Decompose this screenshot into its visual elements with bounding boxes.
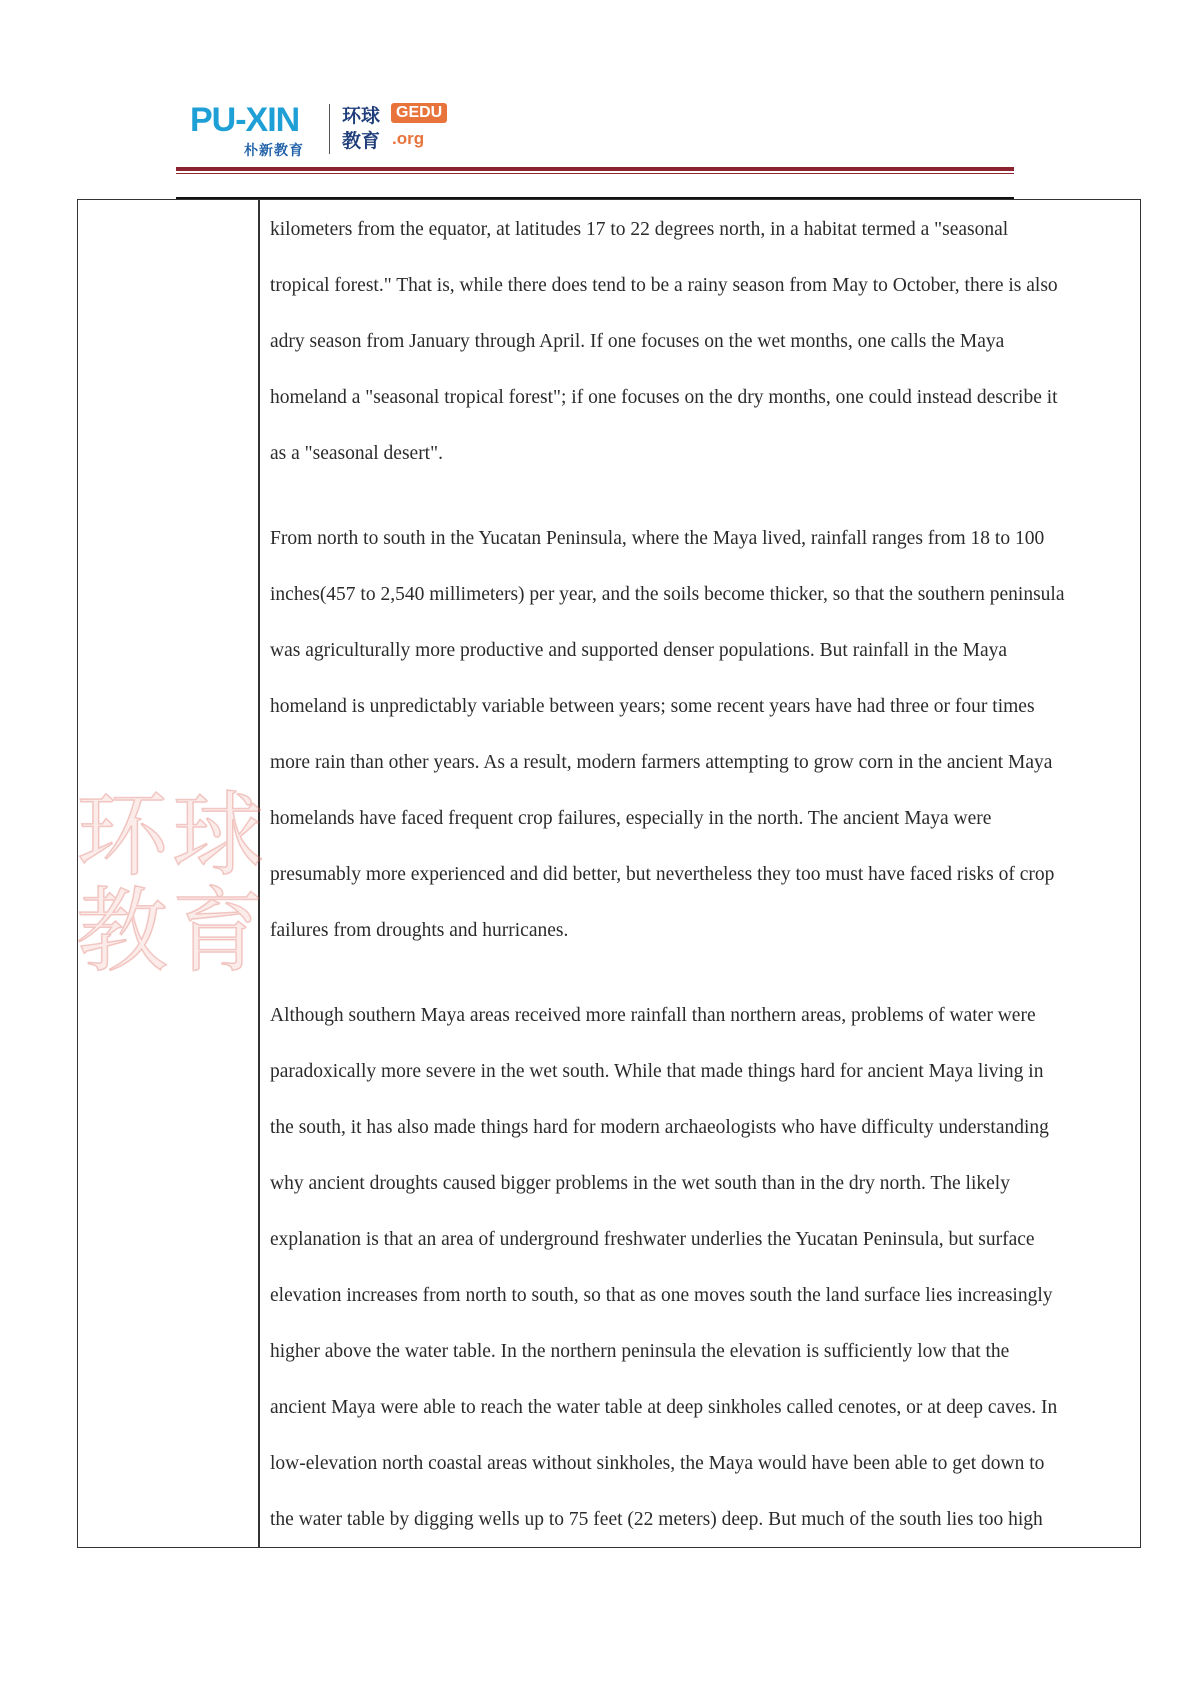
text-line: tropical forest." That is, while there does tend to be a rainy season from May to October, there is also xyxy=(270,275,1058,296)
text-line: low-elevation north coastal areas without sinkholes, the Maya would have been able to get down to xyxy=(270,1453,1045,1474)
header-rule-thin xyxy=(176,173,1014,174)
text-line: homelands have faced frequent crop failures, especially in the north. The ancient Maya were xyxy=(270,808,992,829)
paragraph-gap xyxy=(270,488,1135,517)
text-line: explanation is that an area of underground freshwater underlies the Yucatan Peninsula, but surface xyxy=(270,1229,1035,1250)
puxin-logo: PU-XIN xyxy=(190,101,300,139)
text-line: presumably more experienced and did better, but nevertheless they too must have faced risks of crop xyxy=(270,864,1055,885)
puxin-logo-subtitle: 朴新教育 xyxy=(244,143,304,159)
text-line: why ancient droughts caused bigger problems in the wet south than in the dry north. The likely xyxy=(270,1173,1010,1194)
gedu-logo-badge: GEDU xyxy=(391,103,447,123)
page-header xyxy=(180,88,450,160)
paragraph-gap xyxy=(270,965,1135,994)
text-line: homeland is unpredictably variable between years; some recent years have had three or four times xyxy=(270,696,1035,717)
text-line: adry season from January through April. If one focuses on the wet months, one calls the Maya xyxy=(270,331,1005,352)
table-column-divider xyxy=(258,199,260,1548)
passage-text xyxy=(270,208,1135,1554)
header-rule-thick xyxy=(176,167,1014,171)
watermark-line-1: 环球 xyxy=(76,782,269,889)
text-line: more rain than other years. As a result, modern farmers attempting to grow corn in the ancient Maya xyxy=(270,752,1053,773)
text-line: inches(457 to 2,540 millimeters) per year, and the soils become thicker, so that the southern peninsula xyxy=(270,584,1065,605)
text-line: ancient Maya were able to reach the water table at deep sinkholes called cenotes, or at deep caves. In xyxy=(270,1397,1058,1418)
text-line: paradoxically more severe in the wet south. While that made things hard for ancient Maya living in xyxy=(270,1061,1044,1082)
logo-divider xyxy=(329,104,330,154)
text-line: homeland a "seasonal tropical forest"; if one focuses on the dry months, one could instead describe it xyxy=(270,387,1058,408)
gedu-logo-org: .org xyxy=(392,129,425,148)
text-line: elevation increases from north to south, so that as one moves south the land surface lies increasingly xyxy=(270,1285,1053,1306)
gedu-logo-cn-bottom: 教育 xyxy=(342,130,381,152)
text-line: Although southern Maya areas received more rainfall than northern areas, problems of water were xyxy=(270,1005,1036,1026)
text-line: was agriculturally more productive and supported denser populations. But rainfall in the Maya xyxy=(270,640,1008,661)
paragraph xyxy=(270,994,1135,1554)
text-line: as a "seasonal desert". xyxy=(270,443,443,464)
paragraph xyxy=(270,517,1135,965)
watermark-line-2: 教育 xyxy=(76,878,269,985)
text-line: the south, it has also made things hard for modern archaeologists who have difficulty understanding xyxy=(270,1117,1049,1138)
text-line: the water table by digging wells up to 75 feet (22 meters) deep. But much of the south lies too high xyxy=(270,1509,1043,1530)
text-line: kilometers from the equator, at latitudes 17 to 22 degrees north, in a habitat termed a "seasonal xyxy=(270,219,1009,240)
text-line: From north to south in the Yucatan Peninsula, where the Maya lived, rainfall ranges from 18 to 100 xyxy=(270,528,1045,549)
text-line: higher above the water table. In the northern peninsula the elevation is sufficiently low that the xyxy=(270,1341,1010,1362)
paragraph xyxy=(270,208,1135,488)
text-line: failures from droughts and hurricanes. xyxy=(270,920,569,941)
gedu-logo-cn-top: 环球 xyxy=(342,105,381,127)
